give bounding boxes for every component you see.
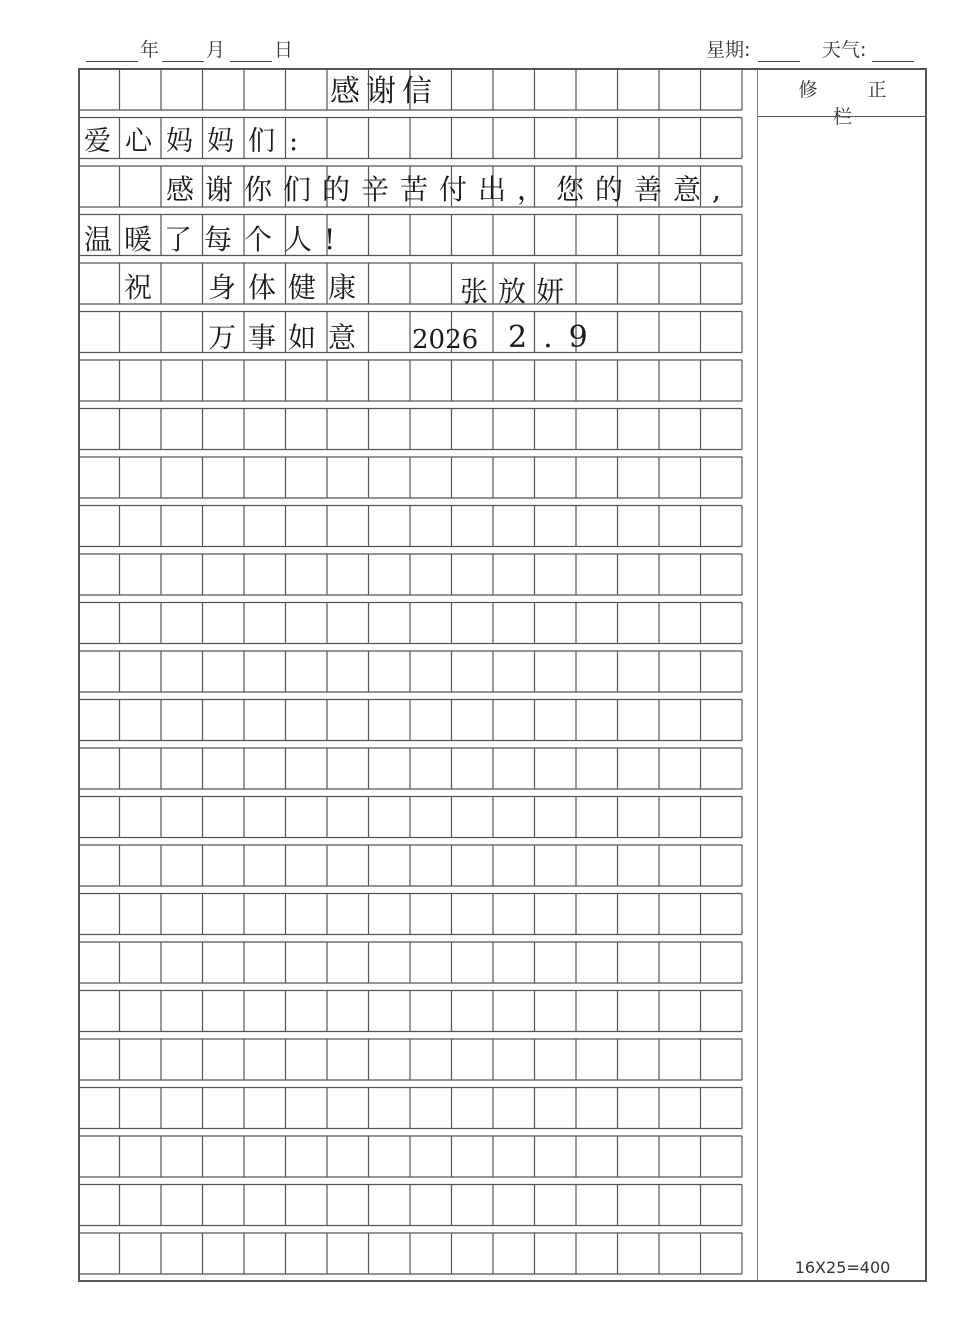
correction-column-title: 修 正 栏	[798, 79, 909, 128]
letter-wish-prefix: 祝	[124, 271, 163, 304]
weather-blank	[872, 61, 914, 62]
letter-body-line1: 感谢你们的辛苦付出，您的善意,	[166, 173, 732, 206]
letter-title: 感谢信	[330, 74, 438, 109]
grid-count-note: 16X25=400	[794, 1258, 891, 1277]
day-blank	[230, 61, 272, 62]
month-label: 月	[206, 39, 226, 61]
letter-wish-health: 身体健康	[208, 271, 369, 304]
letter-signature: 张放妍	[460, 275, 575, 308]
year-blank	[86, 61, 138, 62]
letter-body-line2: 温暖了每个人!	[84, 223, 348, 256]
letter-date-month-day: 2.9	[508, 320, 604, 355]
year-label: 年	[140, 39, 160, 61]
weekday-blank	[758, 61, 800, 62]
letter-wish-success: 万事如意	[208, 321, 369, 354]
day-label: 日	[274, 39, 294, 61]
page-header	[0, 36, 960, 64]
correction-column-divider	[758, 116, 927, 117]
weather-label: 天气:	[822, 39, 867, 61]
month-blank	[162, 61, 204, 62]
letter-salutation: 爱心妈妈们:	[84, 126, 313, 157]
letter-date-year: 2026	[412, 325, 479, 355]
weekday-label: 星期:	[706, 39, 751, 61]
